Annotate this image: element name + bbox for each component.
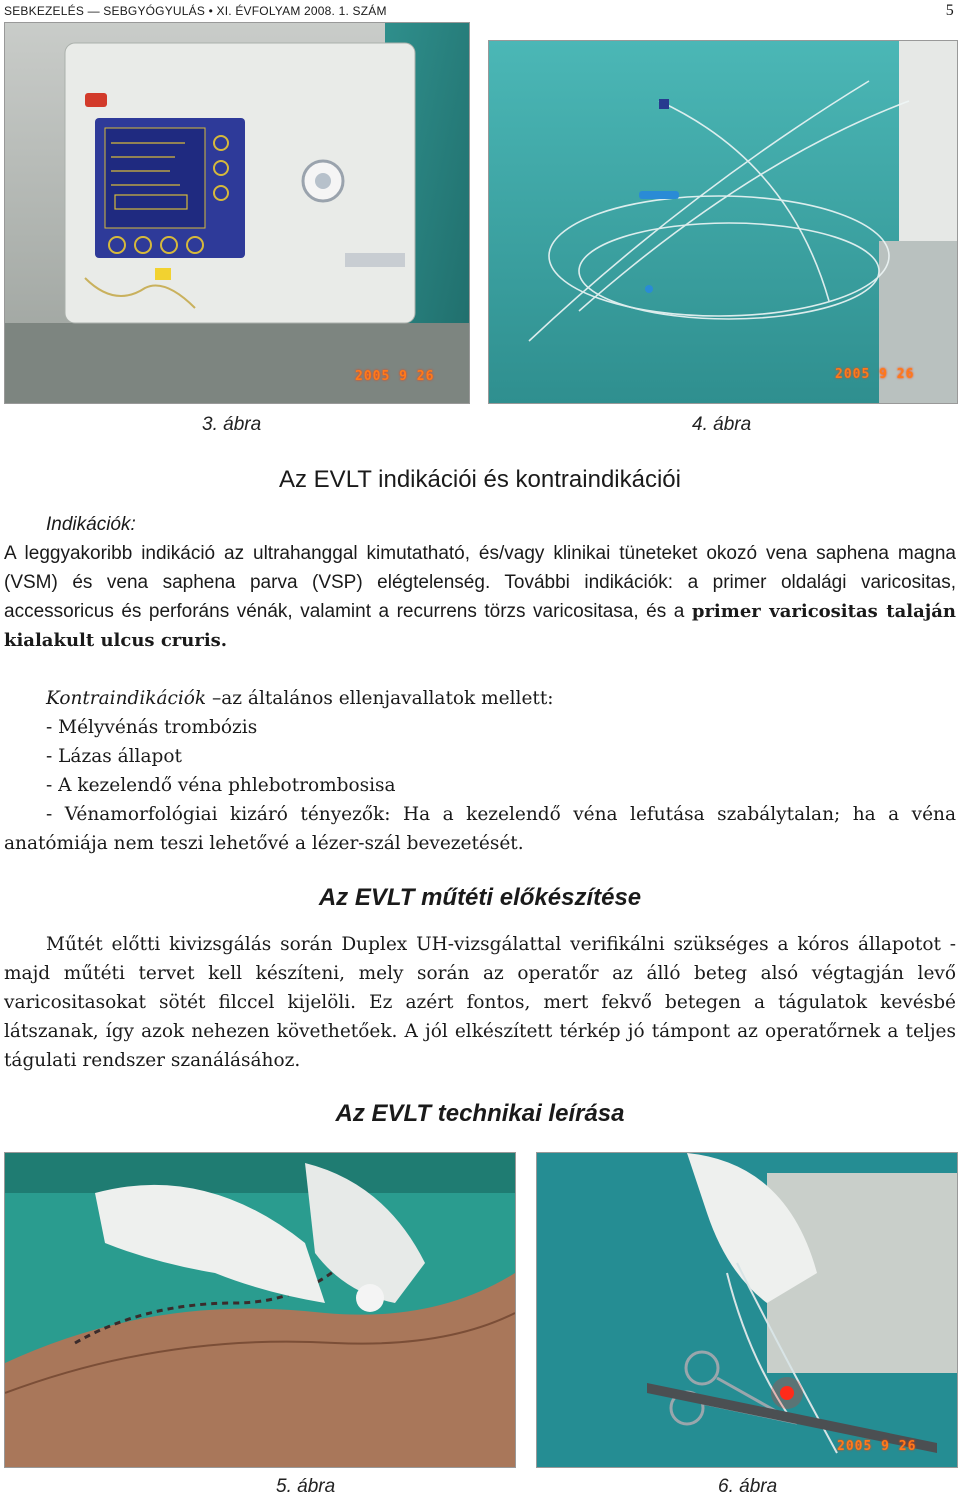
contraindication-item: - Lázas állapot xyxy=(46,746,182,767)
contraindication-item: - Mélyvénás trombózis xyxy=(46,717,258,738)
section-title-preparation: Az EVLT műtéti előkészítése xyxy=(318,884,642,911)
contraindication-item: - A kezelendő véna phlebotrombosisa xyxy=(46,775,396,796)
running-title: SEBKEZELÉS — SEBGYÓGYULÁS • XI. ÉVFOLYAM 2008. 1. SZÁM xyxy=(4,4,387,18)
contraindications-block xyxy=(4,684,956,858)
procedure-leg-illustration xyxy=(5,1153,515,1467)
indications-label: Indikációk: xyxy=(46,514,136,535)
figure-3-caption: 3. ábra xyxy=(202,414,262,435)
laser-device-illustration xyxy=(5,23,469,403)
figure-5-caption: 5. ábra xyxy=(276,1476,336,1497)
laser-fiber-illustration xyxy=(489,41,957,403)
figure-6-laser-tip-photo xyxy=(536,1152,958,1468)
page-number: 5 xyxy=(945,2,954,19)
figure-4-laser-fiber-photo xyxy=(488,40,958,404)
contraindication-item: - Vénamorfológiai kizáró tényezők: Ha a kezelendő véna lefutása szabálytalan; ha a véna anatómiája nem teszi lehetővé a lézer-szál bevezetését. xyxy=(4,804,956,854)
figure-3-laser-device-photo xyxy=(4,22,470,404)
laser-tip-illustration xyxy=(537,1153,957,1467)
contraindications-heading xyxy=(4,684,956,713)
running-header xyxy=(4,4,956,22)
contraindications-intro: –az általános ellenjavallatok mellett: xyxy=(206,688,554,709)
date-stamp-fig3: 2005 9 26 xyxy=(355,369,435,384)
date-stamp-fig4: 2005 9 26 xyxy=(835,367,915,382)
figure-5-procedure-photo xyxy=(4,1152,516,1468)
figure-4-caption: 4. ábra xyxy=(692,414,752,435)
section-title-technique: Az EVLT technikai leírása xyxy=(335,1100,625,1127)
indications-paragraph xyxy=(4,510,956,655)
section-title-indications: Az EVLT indikációi és kontraindikációi xyxy=(279,466,681,493)
preparation-paragraph: Műtét előtti kivizsgálás során Duplex UH-vizsgálattal verifikálni szükséges a kóros állapotot - majd műtéti tervet kell készíteni, mely során az operatőr az álló beteg alsó végtagján levő varicositasokat sötét filccel kijelöli. Ez azért fontos, mert fekvő betegen a tágulatok kevésbé látszanak, így azok nehezen követhetőek. A jól elkészített térkép jó támpont az operatőrnek a teljes tágulati rendszer szanálásához. xyxy=(4,934,956,1071)
indications-text: A leggyakoribb indikáció az ultrahanggal kimutatható, és/vagy klinikai tüneteket okozó vena saphena magna (VSM) és vena saphena parva (VSP) elégtelenség. További indikációk: a primer oldalági varicositas, accessoricus és perforáns vénák, valamint a recurrens törzs varicositasa, és a xyxy=(4,543,956,622)
indications-emphasis: primer varicositas talaján kialakult ulcus cruris. xyxy=(4,601,957,651)
date-stamp-fig6: 2005 9 26 xyxy=(837,1439,917,1454)
figure-6-caption: 6. ábra xyxy=(718,1476,778,1497)
contraindications-label: Kontraindikációk xyxy=(46,688,207,709)
